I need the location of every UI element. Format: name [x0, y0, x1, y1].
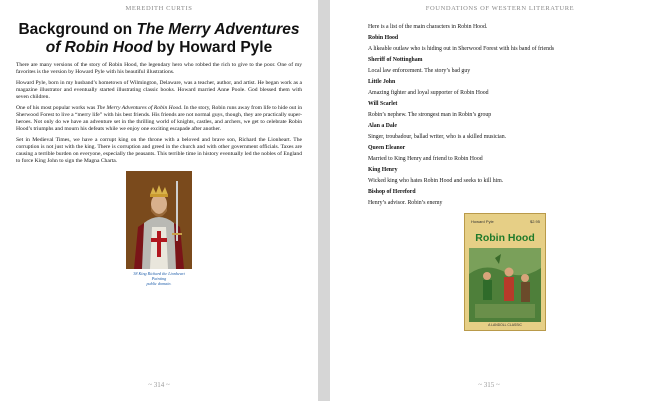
cover-price: $2.95: [529, 219, 540, 224]
character-description: Married to King Henry and friend to Robin Hood: [368, 156, 483, 162]
cover-author: Howard Pyle: [471, 219, 494, 224]
character-description: Robin’s nephew. The strongest man in Robin’s group: [368, 112, 492, 118]
p3-after: . In the story, Robin runs away from life to hide out in Sherwood Forest to live a “merry life” with his best friends. His friends are not normal guys, though, they are practically super-heroes. Not only do we have an adventure set in the thrilling world of knights, castles, and archers, we get to celebrate Robin Hood’s triumphs and mourn his defeats while we enjoy one exciting escapade after another.: [16, 105, 302, 132]
page-number-right: ~ 315 ~: [478, 381, 500, 389]
character-name: King Henry: [368, 167, 398, 173]
right-page: [330, 0, 648, 401]
king-richard-illustration: [126, 171, 192, 269]
character-description: Henry’s advisor. Robin’s enemy: [368, 200, 443, 206]
character-name: Bishop of Hereford: [368, 189, 416, 195]
character-description: Local law enforcement. The story’s bad guy: [368, 68, 471, 74]
title-suffix: by Howard Pyle: [152, 39, 273, 56]
character-description: Amazing fighter and loyal supporter of Robin Hood: [368, 90, 489, 96]
robin-hood-book-cover: [464, 213, 546, 331]
left-page: [0, 0, 318, 401]
caption-line-1: 38 King Richard the Lionheart Painting: [133, 271, 185, 282]
character-name: Queen Eleanor: [368, 145, 406, 151]
paragraph-medieval-times: Set in Medieval Times, we have a corrupt king on the throne with a beloved and brave son, Richard the Lionheart. The corruption is not just with the king. There is corruption and greed in the church and with other government officials. Taxes are causing a terrible burden on everyone, especially the peasants. This terrible time in history eventually led the nobles of England to force King John to sign the Magna Charta.: [16, 137, 302, 164]
cover-title: Robin Hood: [475, 232, 535, 244]
character-description: A likeable outlaw who is hiding out in Sherwood Forest with his band of friends: [368, 46, 555, 52]
king-richard-figure: [126, 171, 192, 287]
figure-caption: [126, 271, 192, 287]
character-name: Little John: [368, 79, 396, 85]
chapter-title: [16, 21, 302, 57]
king-richard-painting: [126, 171, 192, 269]
character-name: Will Scarlet: [368, 101, 398, 107]
character-name: Robin Hood: [368, 35, 399, 41]
character-name: Alan a Dale: [368, 123, 397, 129]
paragraph-versions: There are many versions of the story of Robin Hood, the legendary hero who robbed the rich to give to the poor. One of my favorites is the version by Howard Pyle with his beautiful illustrations.: [16, 62, 302, 75]
character-list-intro: Here is a list of the main characters in Robin Hood.: [368, 24, 488, 30]
page-number-left: ~ 314 ~: [148, 381, 170, 389]
running-head-book: FOUNDATIONS OF WESTERN LITERATURE: [425, 5, 575, 12]
cover-publisher: A LANDOLL CLASSIC: [488, 323, 522, 327]
paragraph-howard-pyle: Howard Pyle, born in my husband’s hometown of Wilmington, Delaware, was a teacher, author, and artist. He began work as a magazine illustrator and eventually started illustrating classic books. Howard married Anne Poole. God blessed them with seven children.: [16, 80, 302, 100]
character-name: Sheriff of Nottingham: [368, 57, 423, 63]
character-description: Singer, troubadour, ballad writer, who is a skilled musician.: [368, 134, 507, 140]
running-head-author: MEREDITH CURTIS: [125, 5, 193, 12]
paragraph-popular-works: [16, 105, 302, 133]
p3-book-title: The Merry Adventures of Robin Hood: [96, 105, 182, 111]
p3-before: One of his most popular works was: [16, 105, 97, 111]
character-description: Wicked king who hates Robin Hood and seeks to kill him.: [368, 178, 504, 184]
caption-line-2: public domain.: [146, 281, 172, 287]
title-prefix: Background on: [18, 21, 137, 38]
title-book: The Merry Adventures of Robin Hood: [45, 21, 300, 56]
character-list: [368, 34, 632, 207]
